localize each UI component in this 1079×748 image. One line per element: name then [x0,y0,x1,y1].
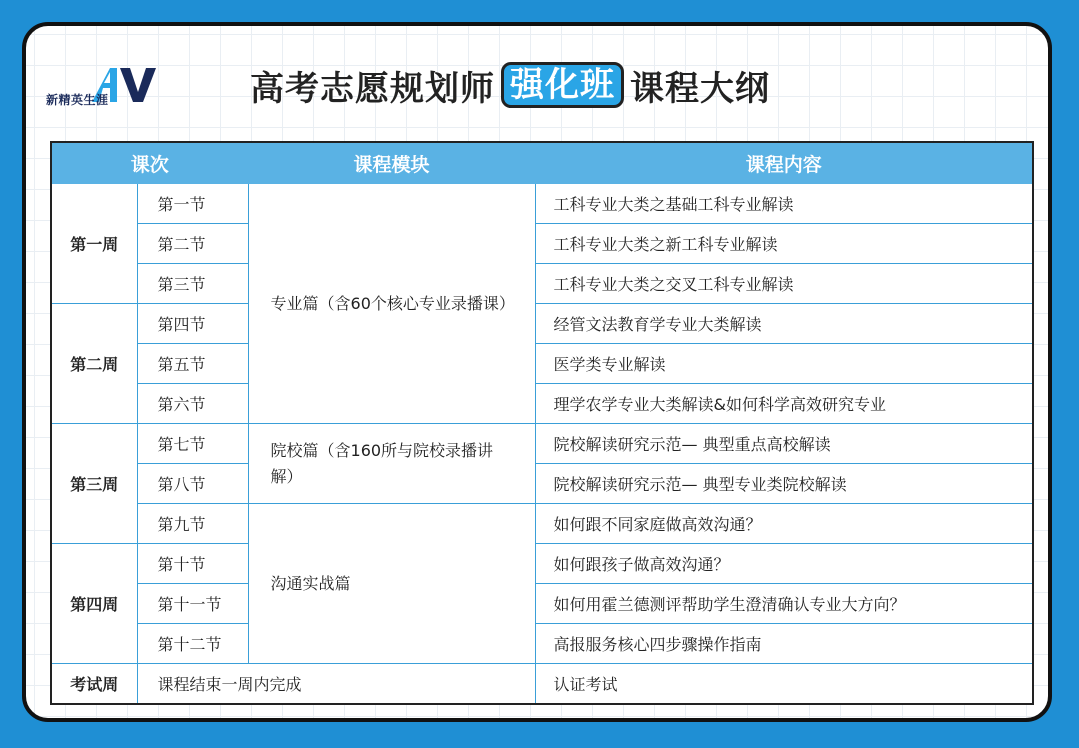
table-row [51,624,1033,664]
table-row [51,184,1033,224]
content-cell: 院校解读研究示范— 典型重点高校解读 [535,424,1033,464]
section-cell: 第一节 [137,184,248,224]
content-cell: 工科专业大类之新工科专业解读 [535,224,1033,264]
table-row [51,224,1033,264]
content-cell: 医学类专业解读 [535,344,1033,384]
table-row [51,504,1033,544]
table-row-exam [51,664,1033,705]
week-cell: 第三周 [51,424,137,544]
syllabus-table [50,141,1034,705]
content-cell: 如何用霍兰德测评帮助学生澄清确认专业大方向？ [535,584,1033,624]
page-title [250,60,770,110]
week-cell: 考试周 [51,664,137,705]
content-cell: 理学农学专业大类解读&如何科学高效研究专业 [535,384,1033,424]
content-cell: 工科专业大类之交叉工科专业解读 [535,264,1033,304]
section-cell: 第八节 [137,464,248,504]
week-cell: 第二周 [51,304,137,424]
logo-text: 新精英生涯 [46,93,109,107]
section-cell: 第六节 [137,384,248,424]
section-cell: 第四节 [137,304,248,344]
section-cell: 第七节 [137,424,248,464]
section-cell: 第十节 [137,544,248,584]
section-cell: 第三节 [137,264,248,304]
content-cell: 工科专业大类之基础工科专业解读 [535,184,1033,224]
module-cell: 沟通实战篇 [248,504,535,664]
table-header-row [51,142,1033,184]
content-cell: 如何跟孩子做高效沟通？ [535,544,1033,584]
week-cell: 第一周 [51,184,137,304]
table-row [51,544,1033,584]
table-row [51,584,1033,624]
title-suffix: 课程大纲 [630,68,770,109]
table-row [51,464,1033,504]
header-content: 课程内容 [535,142,1033,184]
section-cell: 第二节 [137,224,248,264]
table-row [51,304,1033,344]
section-cell: 第九节 [137,504,248,544]
syllabus-card [22,22,1052,722]
title-highlight: 强化班 [501,62,624,108]
header-module: 课程模块 [248,142,535,184]
section-cell: 第十二节 [137,624,248,664]
week-cell: 第四周 [51,544,137,664]
content-cell: 经管文法教育学专业大类解读 [535,304,1033,344]
table-row [51,344,1033,384]
table-row [51,264,1033,304]
module-cell: 院校篇（含160所与院校录播讲解） [248,424,535,504]
content-cell: 院校解读研究示范— 典型专业类院校解读 [535,464,1033,504]
brand-logo [46,64,166,114]
module-cell: 专业篇（含60个核心专业录播课） [248,184,535,424]
header-session: 课次 [51,142,248,184]
section-cell: 第五节 [137,344,248,384]
section-cell: 第十一节 [137,584,248,624]
content-cell: 高报服务核心四步骤操作指南 [535,624,1033,664]
content-cell: 如何跟不同家庭做高效沟通？ [535,504,1033,544]
table-row [51,384,1033,424]
exam-content-cell: 认证考试 [535,664,1033,705]
exam-module-cell: 课程结束一周内完成 [137,664,535,705]
table-row [51,424,1033,464]
title-prefix: 高考志愿规划师 [250,68,495,109]
